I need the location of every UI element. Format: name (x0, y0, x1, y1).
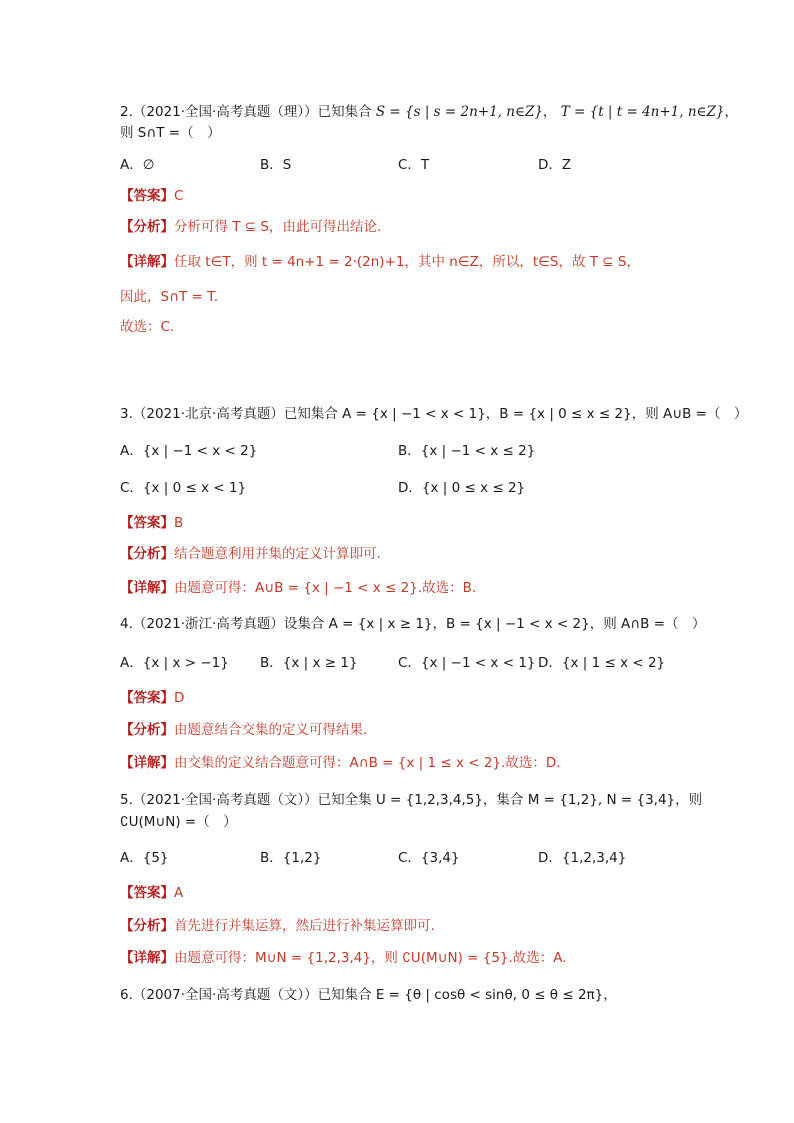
answer-value: D (174, 690, 185, 706)
q3-detail (120, 576, 476, 596)
q3-option-a: A．{x | −1 < x < 2} (120, 443, 258, 459)
q4-option-a: A．{x | x > −1} (120, 655, 229, 671)
analysis-tag: 【分析】 (120, 722, 174, 738)
q2-stem: 2.（2021·全国·高考真题（理））已知集合 S = {s | s = 2n+1, n∈Z}， T = {t | t = 4n+1, n∈Z}， (120, 104, 739, 120)
q3-options-row1 (120, 439, 680, 459)
q2-answer (120, 184, 183, 204)
q5-ask: ∁U(M∪N) =（ ） (120, 814, 237, 830)
answer-value: C (174, 188, 184, 204)
q5-option-d: D．{1,2,3,4} (538, 850, 627, 866)
detail-tag: 【详解】 (120, 950, 174, 966)
q2-options (120, 153, 680, 173)
q2-set-s: S = {s | s = 2n+1, n∈Z} (375, 104, 543, 120)
q3-answer (120, 511, 183, 531)
detail-tag: 【详解】 (120, 254, 174, 270)
q4-options (120, 651, 680, 671)
q4-option-c: C．{x | −1 < x < 1} (398, 655, 536, 671)
q2-option-a: A．∅ (120, 157, 155, 173)
detail-text: 由题意可得：M∪N = {1,2,3,4}，则 ∁U(M∪N) = {5}.故选：A. (174, 950, 567, 966)
q2-detail (120, 250, 640, 270)
q3-option-d: D．{x | 0 ≤ x ≤ 2} (398, 480, 526, 496)
q4-option-b: B．{x | x ≥ 1} (260, 655, 358, 671)
analysis-text: 结合题意利用并集的定义计算即可. (174, 546, 381, 562)
detail-text: 由交集的定义结合题意可得：A∩B = {x | 1 ≤ x < 2}.故选：D. (174, 755, 561, 771)
q5-options (120, 846, 680, 866)
analysis-tag: 【分析】 (120, 219, 174, 235)
q5-detail (120, 946, 567, 966)
q5-option-b: B．{1,2} (260, 850, 322, 866)
analysis-text: 由题意结合交集的定义可得结果. (174, 722, 368, 738)
q3-stem: 3.（2021·北京·高考真题）已知集合 A = {x | −1 < x < 1}，B = {x | 0 ≤ x ≤ 2}，则 A∪B =（ ） (120, 406, 748, 422)
answer-tag: 【答案】 (120, 690, 174, 706)
q5-analysis (120, 914, 435, 934)
q2-option-c: C．T (398, 157, 430, 173)
q3-options-row2 (120, 476, 680, 496)
analysis-text: 分析可得 T ⊆ S，由此可得出结论. (174, 219, 382, 235)
q5-option-a: A．{5} (120, 850, 169, 866)
q2-conclusion: 故选：C. (120, 319, 175, 335)
answer-value: B (174, 515, 184, 531)
q2-stem-text: 2.（2021·全国·高考真题（理））已知集合 (120, 104, 372, 120)
q2-ask: 则 S∩T =（ ） (120, 125, 221, 141)
analysis-tag: 【分析】 (120, 546, 174, 562)
q4-stem: 4.（2021·浙江·高考真题）设集合 A = {x | x ≥ 1}，B = {x | −1 < x < 2}，则 A∩B =（ ） (120, 616, 706, 632)
q3-option-b: B．{x | −1 < x ≤ 2} (398, 443, 536, 459)
q5-option-c: C．{3,4} (398, 850, 460, 866)
q4-analysis (120, 718, 367, 738)
answer-value: A (174, 885, 184, 901)
q3-option-c: C．{x | 0 ≤ x < 1} (120, 480, 247, 496)
q6-stem: 6.（2007·全国·高考真题（文））已知集合 E = {θ | cosθ < sinθ, 0 ≤ θ ≤ 2π}， (120, 987, 617, 1003)
answer-tag: 【答案】 (120, 188, 174, 204)
q2-set-t: T = {t | t = 4n+1, n∈Z} (560, 104, 725, 120)
q2-option-d: D．Z (538, 157, 572, 173)
q5-answer (120, 881, 183, 901)
q4-option-d: D．{x | 1 ≤ x < 2} (538, 655, 666, 671)
q2-analysis (120, 215, 381, 235)
detail-tag: 【详解】 (120, 755, 174, 771)
q4-answer (120, 686, 184, 706)
detail-text: 任取 t∈T，则 t = 4n+1 = 2·(2n)+1，其中 n∈Z，所以，t∈S，故 T ⊆ S， (174, 254, 640, 270)
analysis-text: 首先进行并集运算，然后进行补集运算即可. (174, 918, 435, 934)
detail-text: 由题意可得：A∪B = {x | −1 < x ≤ 2}.故选：B. (174, 580, 477, 596)
q5-stem: 5.（2021·全国·高考真题（文））已知全集 U = {1,2,3,4,5}，集合 M = {1,2}, N = {3,4}，则 (120, 792, 703, 808)
answer-tag: 【答案】 (120, 515, 174, 531)
q2-detail2: 因此，S∩T = T. (120, 289, 219, 305)
answer-tag: 【答案】 (120, 885, 174, 901)
q4-detail (120, 751, 561, 771)
q2-option-b: B．S (260, 157, 292, 173)
detail-tag: 【详解】 (120, 580, 174, 596)
analysis-tag: 【分析】 (120, 918, 174, 934)
q3-analysis (120, 542, 381, 562)
